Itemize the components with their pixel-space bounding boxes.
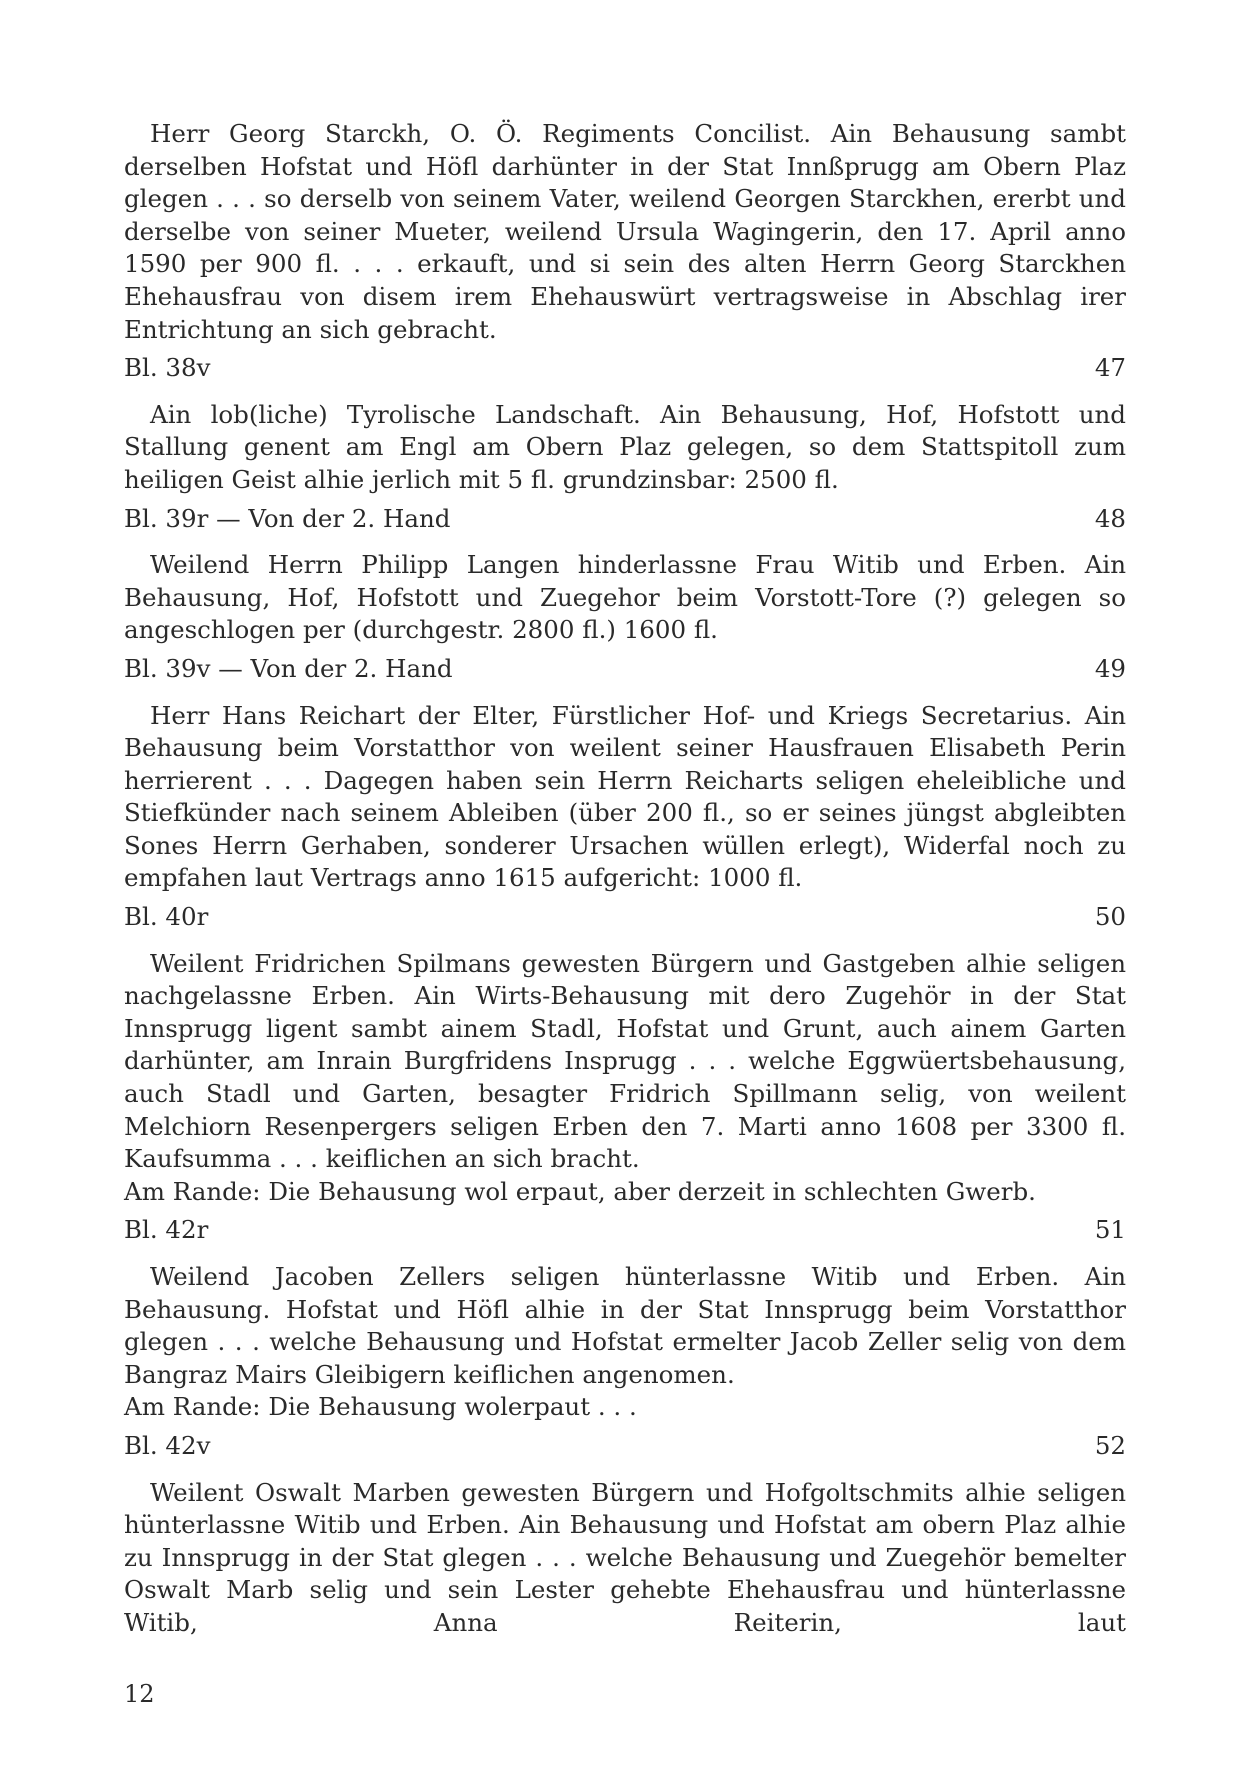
entry-paragraph: Weilent Oswalt Marben gewesten Bürgern und Hofgoltschmits alhie seligen hünterlassne Witib und Erben. Ain Behausung und Hofstat am obern Plaz alhie zu Innsprugg in der Stat glegen . . . welche Behausung und Zuegehör bemelter Oswalt Marb selig und sein Lester gehebte Ehehausfrau und hünterlassne Witib, Anna Reiterin, laut xyxy=(124,1477,1126,1637)
folio-label: Bl. 42v xyxy=(124,1430,211,1460)
entry-paragraph: Weilend Herrn Philipp Langen hinderlassne Frau Witib und Erben. Ain Behausung, Hof, Hofstott und Zuegehor beim Vorstott-Tore (?) gelegen so angeschlogen per (durchgestr. 2800 fl.) 1600 fl. xyxy=(124,550,1126,645)
entry-paragraph: Herr Hans Reichart der Elter, Fürstlicher Hof- und Kriegs Secretarius. Ain Behausung beim Vorstatthor von weilent seiner Hausfrauen Elisabeth Perin herrierent . . . Dagegen haben sein Herrn Reicharts seligen eheleibliche und Stiefkünder nach seinem Ableiben (über 200 fl., so er seines jüngst abgleibten Sones Herrn Gerhaben, sonderer Ursachen wüllen erlegt), Widerfal noch zu empfahen laut Vertrags anno 1615 aufgericht: 1000 fl. xyxy=(124,700,1126,893)
entry-paragraph: Weilend Jacoben Zellers seligen hünterlassne Witib und Erben. Ain Behausung. Hofstat und Höfl alhie in der Stat Innsprugg beim Vorstatthor glegen . . . welche Behausung und Hofstat ermelter Jacob Zeller selig von dem Bangraz Mairs Gleibigern keiflichen angenomen. xyxy=(124,1262,1126,1389)
entry-number: 50 xyxy=(1094,902,1126,932)
page-number: 12 xyxy=(124,1680,155,1708)
margin-note: Am Rande: Die Behausung wolerpaut . . . xyxy=(124,1392,637,1422)
text-block xyxy=(124,118,1126,1640)
folio-label: Bl. 39r — Von der 2. Hand xyxy=(124,503,451,533)
entry-number: 51 xyxy=(1094,1215,1126,1245)
folio-reference xyxy=(124,1214,1126,1247)
entry-number: 48 xyxy=(1094,503,1126,533)
entry-number: 49 xyxy=(1094,653,1126,683)
folio-label: Bl. 42r xyxy=(124,1215,209,1245)
entry-paragraph: Weilent Fridrichen Spilmans gewesten Bürgern und Gastgeben alhie seligen nachgelassne Erben. Ain Wirts-Behausung mit dero Zugehör in der Stat Innsprugg ligent sambt ainem Stadl, Hofstat und Grunt, auch ainem Garten darhünter, am Inrain Burgfridens Insprugg . . . welche Eggwüertsbehausung, auch Stadl und Garten, besagter Fridrich Spillmann selig, von weilent Melchiorn Resenpergers seligen Erben den 7. Marti anno 1608 per 3300 fl. Kaufsumma . . . keiflichen an sich bracht. xyxy=(124,948,1126,1174)
entry-paragraph: Ain lob(liche) Tyrolische Landschaft. Ain Behausung, Hof, Hofstott und Stallung genent am Engl am Obern Plaz gelegen, so dem Stattspitoll zum heiligen Geist alhie jerlich mit 5 fl. grundzinsbar: 2500 fl. xyxy=(124,399,1126,494)
folio-label: Bl. 38v xyxy=(124,353,211,383)
folio-label: Bl. 39v — Von der 2. Hand xyxy=(124,653,453,683)
entry-paragraph: Herr Georg Starckh, O. Ö. Regiments Concilist. Ain Behausung sambt derselben Hofstat und Höfl darhünter in der Stat Innßprugg am Obern Plaz glegen . . . so derselb von seinem Vater, weilend Georgen Starckhen, ererbt und derselbe von seiner Mueter, weilend Ursula Wagingerin, den 17. April anno 1590 per 900 fl. . . . erkauft, und si sein des alten Herrn Georg Starckhen Ehehausfrau von disem irem Ehehauswürt vertragsweise in Abschlag irer Entrichtung an sich gebracht. xyxy=(124,119,1126,344)
folio-reference xyxy=(124,653,1126,686)
folio-reference xyxy=(124,503,1126,536)
entry-number: 47 xyxy=(1094,353,1126,383)
margin-note: Am Rande: Die Behausung wol erpaut, aber derzeit in schlechten Gwerb. xyxy=(124,1176,1036,1206)
folio-reference xyxy=(124,1430,1126,1463)
entry-number: 52 xyxy=(1094,1430,1126,1460)
folio-label: Bl. 40r xyxy=(124,902,209,932)
folio-reference xyxy=(124,352,1126,385)
folio-reference xyxy=(124,901,1126,934)
